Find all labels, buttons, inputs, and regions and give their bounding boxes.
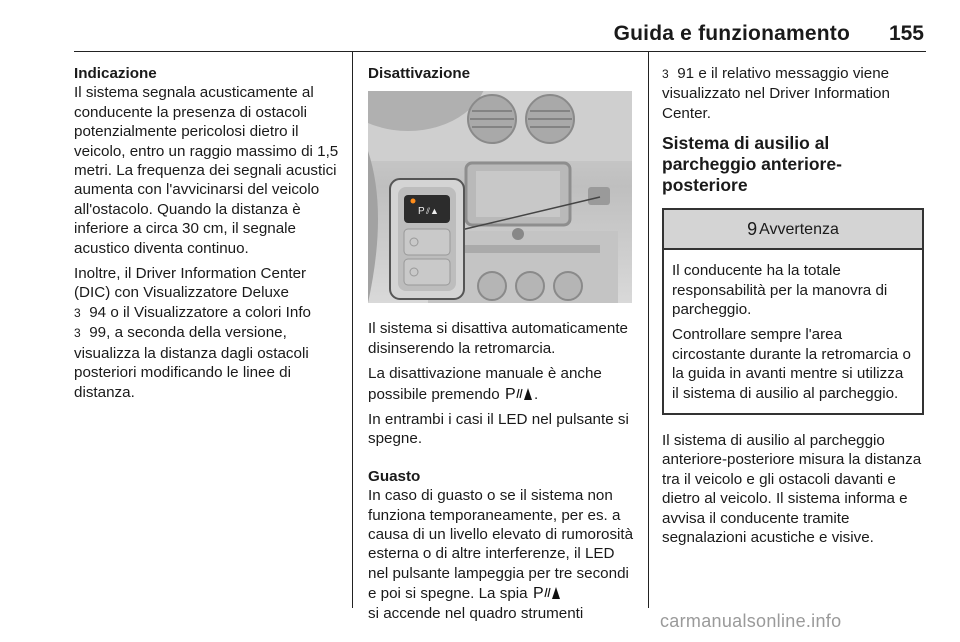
warning-title: Avvertenza <box>759 220 839 238</box>
paragraph-text: 91 e il relativo messaggio viene visualizzato nel Driver Information Center. <box>662 65 890 122</box>
warning-header <box>664 210 922 250</box>
svg-text:⫽▲: ⫽▲ <box>426 206 439 217</box>
svg-text:P: P <box>504 385 516 402</box>
warning-box <box>662 208 924 415</box>
column-1 <box>74 64 346 408</box>
warning-body <box>664 250 922 413</box>
paragraph <box>662 64 924 123</box>
paragraph <box>74 264 346 402</box>
paragraph-text: 94 o il Visualizzatore a colori Info <box>89 303 311 321</box>
section-heading-guasto: Guasto <box>368 467 421 485</box>
paragraph-text: 99, a seconda della versione, visualizza la distanza dagli ostacoli posteriori modificando le linee di distanza. <box>74 324 309 401</box>
dashboard-illustration <box>368 91 632 303</box>
spacer <box>368 455 634 467</box>
section-heading-sistema-ausilio: Sistema di ausilio al parcheggio anteriore-posteriore <box>662 133 842 196</box>
paragraph-text: In caso di guasto o se il sistema non funziona temporaneamente, per es. a causa di un livello elevato di rumorosità esterna o di altre interferenze, il LED nel pulsante lampeggia per tre secondi e poi si spegne. La spia <box>368 487 634 603</box>
paragraph <box>368 364 634 404</box>
arrow-ref-icon: 3 <box>74 305 81 320</box>
watermark: carmanualsonline.info <box>660 611 842 631</box>
paragraph <box>368 486 634 623</box>
paragraph: Il sistema di ausilio al parcheggio anteriore-posteriore misura la distanza tra il veicolo e gli ostacoli davanti e dietro al veicolo. Il sistema informa e avvisa il conducente tramite segnalazioni acustiche e visive. <box>662 432 922 547</box>
paragraph-text: Inoltre, il Driver Information Center (DIC) con Visualizzatore Deluxe <box>74 265 307 302</box>
park-assist-icon <box>532 583 562 601</box>
column-3 <box>662 64 924 554</box>
section-heading-disattivazione: Disattivazione <box>368 65 471 82</box>
paragraph-text: si accende nel quadro strumenti <box>368 604 584 622</box>
page-header-title: Guida e funzionamento <box>613 22 850 45</box>
arrow-ref-icon: 3 <box>74 326 81 341</box>
paragraph: Controllare sempre l'area circostante durante la retromarcia o la guida in avanti mentre si utilizza il sistema di ausilio al parcheggio. <box>672 326 911 402</box>
warning-triangle-icon: 9 <box>747 218 758 239</box>
paragraph: Il conducente ha la totale responsabilità per la manovra di parcheggio. <box>672 262 888 319</box>
dashboard-figure <box>368 91 632 303</box>
column-divider-2 <box>648 52 649 608</box>
column-divider-1 <box>352 52 353 608</box>
paragraph-text: . <box>533 385 539 403</box>
svg-text:P: P <box>418 206 425 218</box>
paragraph-text: La disattivazione manuale è anche possibile premendo <box>368 365 602 403</box>
paragraph: In entrambi i casi il LED nel pulsante si spegne. <box>368 411 629 448</box>
section-heading-indicazione: Indicazione <box>74 65 157 82</box>
header-rule <box>74 51 926 52</box>
park-assist-icon <box>504 384 534 402</box>
paragraph: Il sistema si disattiva automaticamente disinserendo la retromarcia. <box>368 320 628 357</box>
page-number: 155 <box>888 22 924 45</box>
paragraph: Il sistema segnala acusticamente al conducente la presenza di ostacoli potenzialmente pericolosi dietro il veicolo, entro un raggio massimo di 1,5 metri. La frequenza dei segnali acustici aumenta con l'avvicinarsi del veicolo all'ostacolo. Quando la distanza è inferiore a circa 30 cm, il segnale acustico diventa continuo. <box>74 84 339 257</box>
arrow-ref-icon: 3 <box>662 67 669 81</box>
svg-text:P: P <box>532 585 544 602</box>
column-2 <box>368 64 634 629</box>
